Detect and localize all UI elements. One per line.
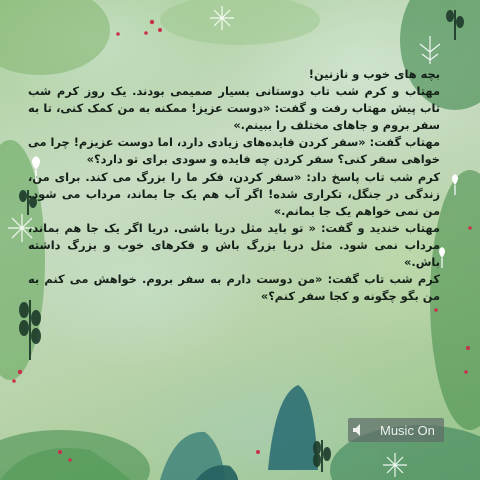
story-paragraph: مهتاب خندید و گفت: « تو باید مثل دریا باشی. دریا اگر یک جا هم بماند، مرداب نمی شود. مثل دریا بزرگ باش و فکرهای خوب و بزرگ داشته باش.» <box>28 220 440 270</box>
music-toggle-button[interactable] <box>348 418 444 442</box>
speaker-icon <box>348 418 370 442</box>
story-paragraph: مهتاب و کرم شب تاب دوستانی بسیار صمیمی بودند. یک روز کرم شب تاب پیش مهتاب رفت و گفت: «دوست عزیز! ممکنه به من کمک کنی، تا به سفر بروم و جاهای مختلف را ببینم.» <box>28 84 440 133</box>
story-paragraph: کرم شب تاب پاسخ داد: «سفر کردن، فکر ما را بزرگ می کند. برای من، زندگی در جنگل، تکراری شده! اگر آب هم یک جا بماند، مرداب می شود. من نمی خواهم یک جا بمانم.» <box>28 169 440 218</box>
story-paragraph: مهتاب گفت: «سفر کردن فایده‌های زیادی دارد، اما دوست عزیزم! چرا می خواهی سفر کنی؟ سفر کردن چه فایده و سودی برای تو دارد؟» <box>28 135 440 167</box>
music-toggle-label: Music On <box>380 422 435 438</box>
story-greeting: بچه های خوب و نازنین! <box>308 67 440 81</box>
story-paragraph: کرم شب تاب گفت: «من دوست دارم به سفر بروم. خواهش می کنم به من بگو چگونه و کجا سفر کنم؟» <box>28 272 440 304</box>
story-text <box>28 66 440 305</box>
